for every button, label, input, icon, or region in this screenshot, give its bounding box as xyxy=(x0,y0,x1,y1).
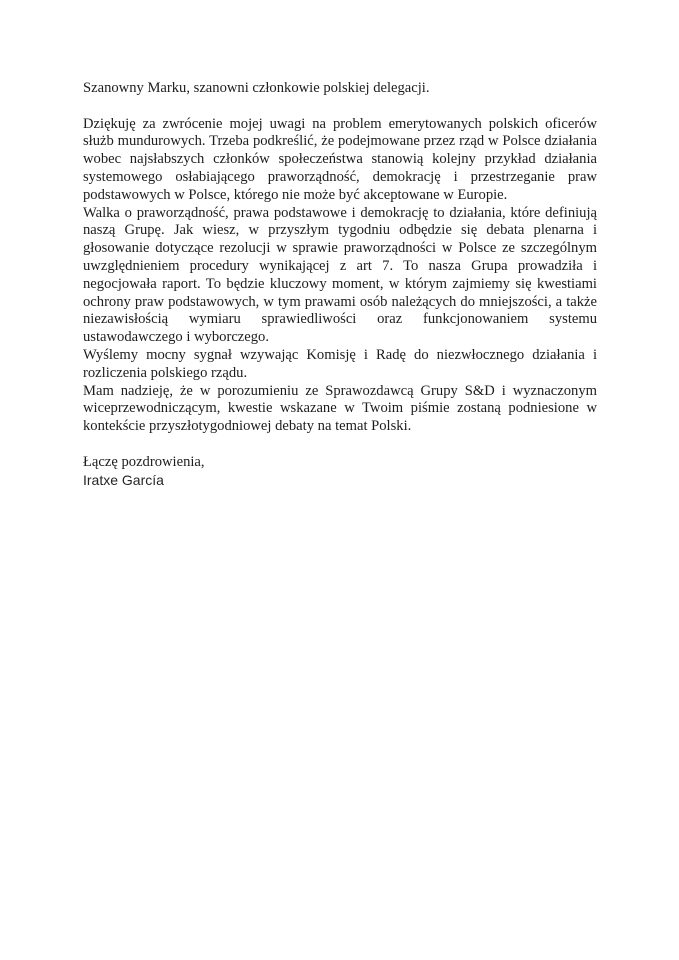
signature-name: Iratxe García xyxy=(83,471,164,488)
letter-body xyxy=(83,80,597,489)
letter-paragraph-3: Wyślemy mocny sygnał wzywając Komisję i Radę do niezwłocznego działania i rozliczenia polskiego rządu. xyxy=(83,346,597,381)
letter-paragraph-2: Walka o praworządność, prawa podstawowe i demokrację to działania, które definiują naszą Grupę. Jak wiesz, w przyszłym tygodniu odbędzie się debata plenarna i głosowanie dotyczące rezolucji w sprawie praworządności w Polsce ze szczególnym uwzględnieniem procedury wynikającej z art 7. To nasza Grupa prowadziła i negocjowała raport. To będzie kluczowy moment, w którym zajmiemy się kwestiami ochrony praw podstawowych, w tym prawami osób należących do mniejszości, a także niezawisłością wymiaru sprawiedliwości oraz funkcjonowaniem systemu ustawodawczego i wyborczego. xyxy=(83,204,597,346)
closing-line: Łączę pozdrowienia, xyxy=(83,453,205,470)
letter-paragraph-1: Dziękuję za zwrócenie mojej uwagi na problem emerytowanych polskich oficerów służb mundurowych. Trzeba podkreślić, że podejmowane przez rząd w Polsce działania wobec najsłabszych członków społeczeństwa stanowią kolejny przykład działania systemowego osłabiającego praworządność, demokrację i przestrzeganie praw podstawowych w Polsce, którego nie może być akceptowane w Europie. xyxy=(83,115,597,203)
salutation: Szanowny Marku, szanowni członkowie polskiej delegacji. xyxy=(83,80,430,96)
letter-paragraph-4: Mam nadzieję, że w porozumieniu ze Sprawozdawcą Grupy S&D i wyznaczonym wiceprzewodniczącym, kwestie wskazane w Twoim piśmie zostaną podniesione w kontekście przyszłotygodniowej debaty na temat Polski. xyxy=(83,382,597,435)
